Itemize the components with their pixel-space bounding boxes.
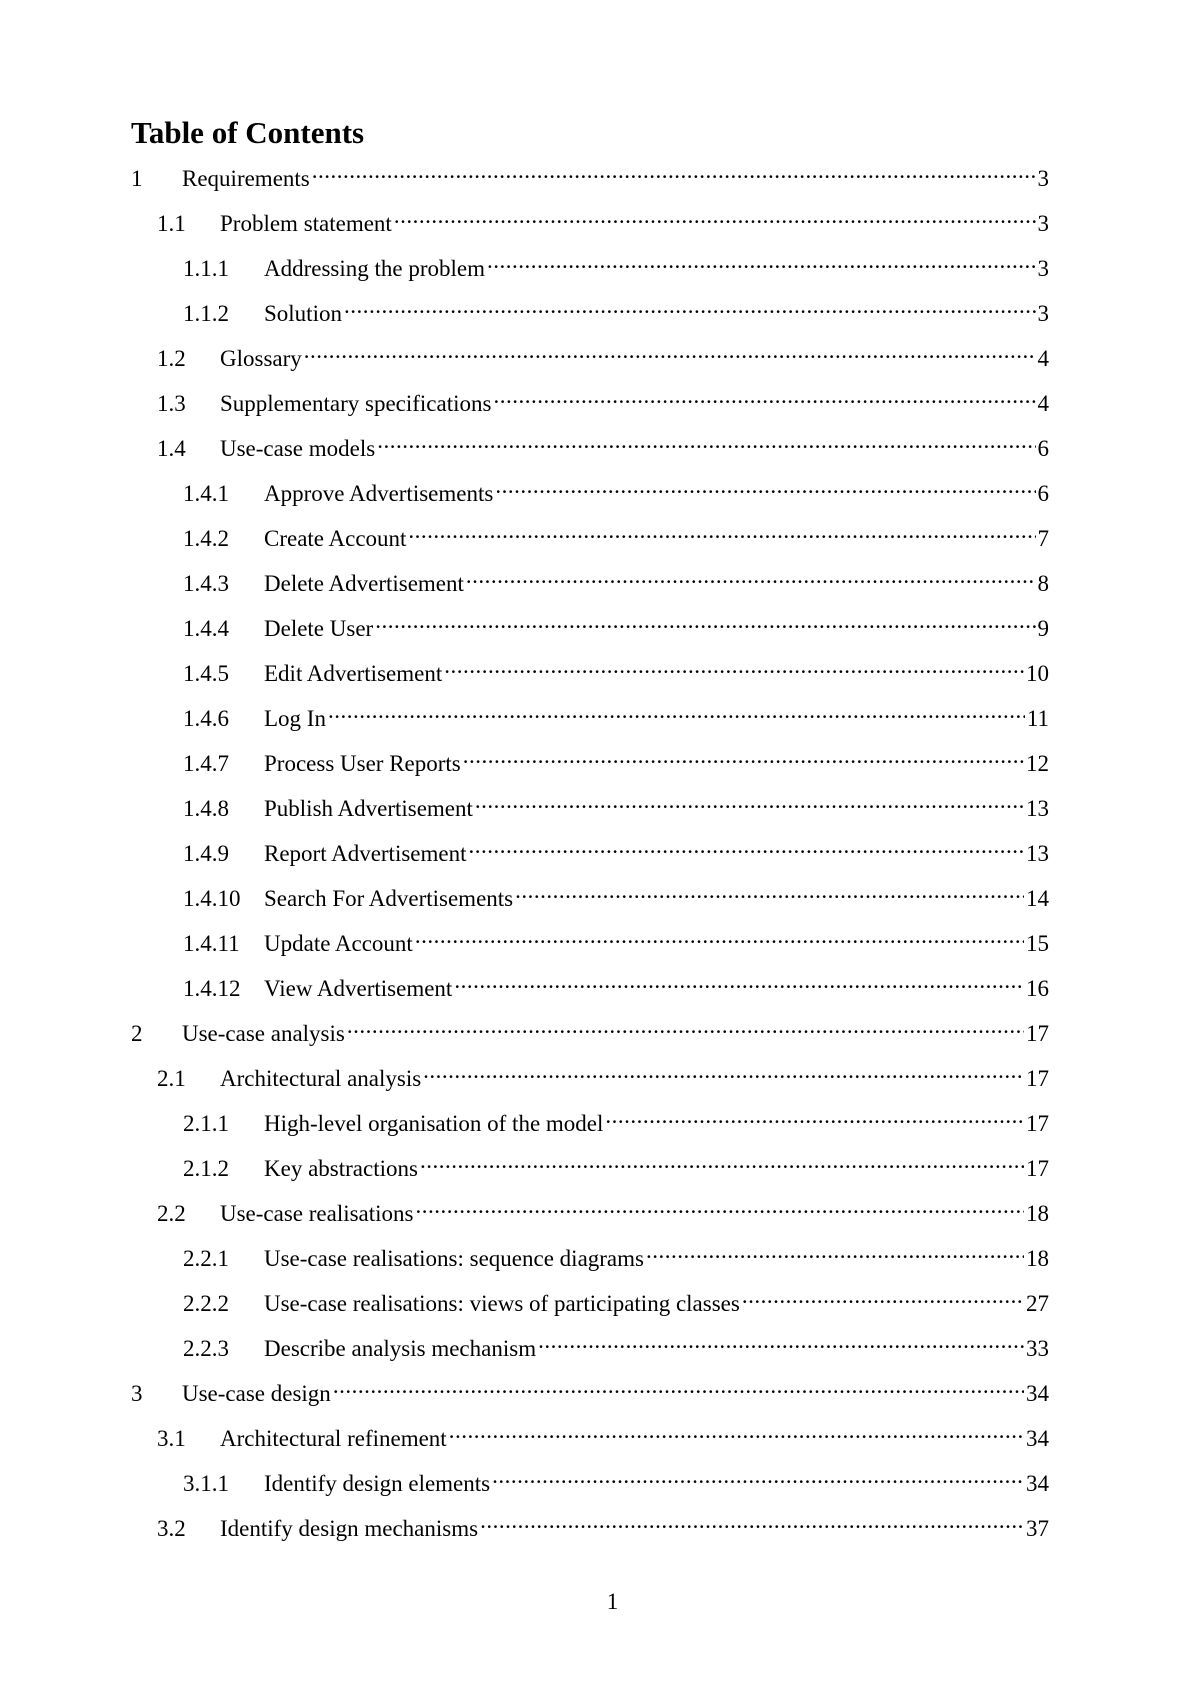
toc-entry-number: 2.1.2 <box>183 1156 229 1181</box>
toc-entry-title: Architectural refinement <box>220 1426 447 1451</box>
toc-entry-number: 1.4.5 <box>183 661 229 686</box>
toc-dot-leader <box>333 1371 1024 1401</box>
toc-dot-leader <box>328 696 1025 726</box>
toc-dot-leader <box>492 1461 1024 1491</box>
toc-dot-leader <box>312 156 1036 186</box>
toc-dot-leader <box>415 921 1024 951</box>
toc-entry[interactable] <box>131 1011 1049 1046</box>
toc-entry-page: 3 <box>1037 256 1049 281</box>
toc-entry-title: Log In <box>264 706 326 731</box>
toc-entry-number: 1.4.8 <box>183 796 229 821</box>
toc-entry-page: 27 <box>1026 1291 1049 1316</box>
toc-entry-title: Edit Advertisement <box>264 661 443 686</box>
toc-dot-leader <box>347 1011 1024 1041</box>
toc-entry-title: Supplementary specifications <box>220 391 492 416</box>
toc-entry-title: Use-case realisations: sequence diagrams <box>264 1246 644 1271</box>
toc-entry[interactable] <box>183 561 1049 596</box>
toc-entry[interactable] <box>183 876 1049 911</box>
toc-entry[interactable] <box>157 336 1049 371</box>
toc-entry[interactable] <box>183 741 1049 776</box>
toc-entry[interactable] <box>183 786 1049 821</box>
toc-entry[interactable] <box>131 156 1049 191</box>
toc-entry-title: Report Advertisement <box>264 841 467 866</box>
toc-dot-leader <box>344 291 1036 321</box>
toc-entry-page: 15 <box>1026 931 1049 956</box>
toc-dot-leader <box>475 786 1024 816</box>
toc-entry-number: 2.2.2 <box>183 1291 229 1316</box>
toc-entry-title: Identify design elements <box>264 1471 491 1496</box>
toc-entry[interactable] <box>183 1236 1049 1271</box>
page-title: Table of Contents <box>131 115 365 150</box>
toc-entry-number: 1.3 <box>157 391 186 416</box>
toc-entry-number: 2.1 <box>157 1066 186 1091</box>
toc-entry-title: View Advertisement <box>264 976 453 1001</box>
toc-entry[interactable] <box>183 606 1049 641</box>
toc-dot-leader <box>444 651 1024 681</box>
toc-entry-number: 3.2 <box>157 1516 186 1541</box>
toc-entry-number: 1.4.2 <box>183 526 229 551</box>
toc-entry-title: Problem statement <box>220 211 392 236</box>
toc-entry[interactable] <box>157 426 1049 461</box>
toc-entry-page: 6 <box>1037 481 1049 506</box>
toc-entry[interactable] <box>183 1281 1049 1316</box>
toc-entry-title: Delete User <box>264 616 374 641</box>
toc-entry[interactable] <box>183 696 1049 731</box>
toc-entry-number: 1.4.12 <box>183 976 241 1001</box>
toc-entry[interactable] <box>183 1461 1049 1496</box>
toc-dot-leader <box>469 831 1025 861</box>
toc-entry-title: Use-case analysis <box>182 1021 345 1046</box>
toc-entry-number: 1.2 <box>157 346 186 371</box>
toc-entry[interactable] <box>183 1146 1049 1181</box>
toc-entry-number: 1.4.3 <box>183 571 229 596</box>
toc-entry-number: 1.4.7 <box>183 751 229 776</box>
toc-entry-title: Search For Advertisements <box>264 886 514 911</box>
toc-entry-title: High-level organisation of the model <box>264 1111 604 1136</box>
toc-entry-page: 3 <box>1037 301 1049 326</box>
toc-dot-leader <box>463 741 1024 771</box>
toc-dot-leader <box>515 876 1024 906</box>
toc-entry-number: 1.4.6 <box>183 706 229 731</box>
toc-entry-page: 34 <box>1026 1426 1049 1451</box>
toc-entry-page: 17 <box>1026 1111 1049 1136</box>
toc-dot-leader <box>408 516 1035 546</box>
toc-entry-number: 1.4 <box>157 436 186 461</box>
toc-entry-title: Create Account <box>264 526 407 551</box>
toc-dot-leader <box>377 426 1035 456</box>
toc-entry[interactable] <box>183 831 1049 866</box>
toc-entry-title: Describe analysis mechanism <box>264 1336 537 1361</box>
toc-entry-number: 3.1 <box>157 1426 186 1451</box>
toc-entry-page: 17 <box>1026 1156 1049 1181</box>
toc-entry-title: Use-case models <box>220 436 376 461</box>
toc-entry-number: 1.1 <box>157 211 186 236</box>
toc-entry-title: Requirements <box>182 166 310 191</box>
toc-entry[interactable] <box>157 1416 1049 1451</box>
toc-entry-title: Identify design mechanisms <box>220 1516 479 1541</box>
toc-dot-leader <box>420 1146 1024 1176</box>
toc-entry-page: 11 <box>1026 706 1049 731</box>
toc-entry-title: Use-case design <box>182 1381 331 1406</box>
toc-entry-page: 37 <box>1026 1516 1049 1541</box>
toc-entry-number: 1 <box>131 166 143 191</box>
toc-entry-page: 13 <box>1026 841 1049 866</box>
toc-entry-title: Use-case realisations <box>220 1201 414 1226</box>
toc-entry-title: Glossary <box>220 346 302 371</box>
toc-entry-page: 8 <box>1037 571 1049 596</box>
toc-dot-leader <box>423 1056 1024 1086</box>
toc-dot-leader <box>416 1191 1024 1221</box>
toc-entry[interactable] <box>183 1101 1049 1136</box>
toc-entry-number: 1.4.4 <box>183 616 229 641</box>
toc-entry-number: 2 <box>131 1021 143 1046</box>
toc-dot-leader <box>605 1101 1024 1131</box>
toc-dot-leader <box>487 246 1035 276</box>
toc-entry-number: 1.4.9 <box>183 841 229 866</box>
toc-entry-number: 1.4.1 <box>183 481 229 506</box>
toc-entry-page: 3 <box>1037 166 1049 191</box>
toc-entry-page: 17 <box>1026 1066 1049 1091</box>
toc-dot-leader <box>480 1506 1024 1536</box>
toc-entry-number: 2.2 <box>157 1201 186 1226</box>
toc-entry-title: Delete Advertisement <box>264 571 464 596</box>
toc-entry-page: 34 <box>1026 1381 1049 1406</box>
toc-dot-leader <box>394 201 1036 231</box>
toc-dot-leader <box>375 606 1035 636</box>
toc-entry-page: 12 <box>1026 751 1049 776</box>
toc-entry[interactable] <box>183 516 1049 551</box>
toc-entry-page: 9 <box>1037 616 1049 641</box>
toc-dot-leader <box>466 561 1036 591</box>
toc-entry-number: 2.2.1 <box>183 1246 229 1271</box>
toc-entry[interactable] <box>157 1506 1049 1541</box>
toc-dot-leader <box>742 1281 1024 1311</box>
toc-entry[interactable] <box>157 1191 1049 1226</box>
toc-entry-title: Update Account <box>264 931 413 956</box>
toc-entry-title: Architectural analysis <box>220 1066 422 1091</box>
toc-entry-page: 6 <box>1037 436 1049 461</box>
toc-entry[interactable] <box>183 921 1049 956</box>
toc-entry-number: 2.1.1 <box>183 1111 229 1136</box>
toc-dot-leader <box>493 381 1035 411</box>
toc-entry-title: Key abstractions <box>264 1156 418 1181</box>
toc-entry-page: 10 <box>1026 661 1049 686</box>
toc-entry[interactable] <box>183 651 1049 686</box>
toc-entry-page: 17 <box>1026 1021 1049 1046</box>
toc-entry-page: 18 <box>1026 1246 1049 1271</box>
toc-entry[interactable] <box>183 246 1049 281</box>
toc-dot-leader <box>495 471 1035 501</box>
toc-entry[interactable] <box>157 1056 1049 1091</box>
toc-entry-page: 13 <box>1026 796 1049 821</box>
toc-entry-title: Publish Advertisement <box>264 796 473 821</box>
toc-entry-page: 14 <box>1026 886 1049 911</box>
toc-dot-leader <box>538 1326 1024 1356</box>
toc-entry-page: 7 <box>1037 526 1049 551</box>
toc-dot-leader <box>454 966 1024 996</box>
toc-entry-title: Use-case realisations: views of participating classes <box>264 1291 740 1316</box>
toc-entry-number: 1.4.10 <box>183 886 241 911</box>
toc-entry[interactable] <box>183 471 1049 506</box>
toc-entry-page: 33 <box>1026 1336 1049 1361</box>
toc-dot-leader <box>646 1236 1024 1266</box>
toc-entry-page: 3 <box>1037 211 1049 236</box>
toc-entry[interactable] <box>157 381 1049 416</box>
toc-entry-title: Addressing the problem <box>264 256 486 281</box>
toc-dot-leader <box>304 336 1036 366</box>
toc-entry-number: 2.2.3 <box>183 1336 229 1361</box>
toc-entry[interactable] <box>157 201 1049 236</box>
toc-entry[interactable] <box>183 966 1049 1001</box>
toc-entry[interactable] <box>183 1326 1049 1361</box>
toc-entry-page: 16 <box>1026 976 1049 1001</box>
toc-entry[interactable] <box>183 291 1049 326</box>
toc-entry-number: 1.1.2 <box>183 301 229 326</box>
toc-entry-title: Approve Advertisements <box>264 481 494 506</box>
toc-entry-number: 1.4.11 <box>183 931 240 956</box>
toc-entry[interactable] <box>131 1371 1049 1406</box>
toc-entry-number: 1.1.1 <box>183 256 229 281</box>
page-number: 1 <box>606 1589 619 1614</box>
toc-entry-title: Solution <box>264 301 342 326</box>
toc-entry-page: 4 <box>1037 391 1049 416</box>
toc-dot-leader <box>449 1416 1024 1446</box>
toc-entry-page: 34 <box>1026 1471 1049 1496</box>
toc-entry-number: 3.1.1 <box>183 1471 229 1496</box>
toc-entry-title: Process User Reports <box>264 751 461 776</box>
toc-entry-page: 4 <box>1037 346 1049 371</box>
toc-entry-number: 3 <box>131 1381 143 1406</box>
toc-entry-page: 18 <box>1026 1201 1049 1226</box>
